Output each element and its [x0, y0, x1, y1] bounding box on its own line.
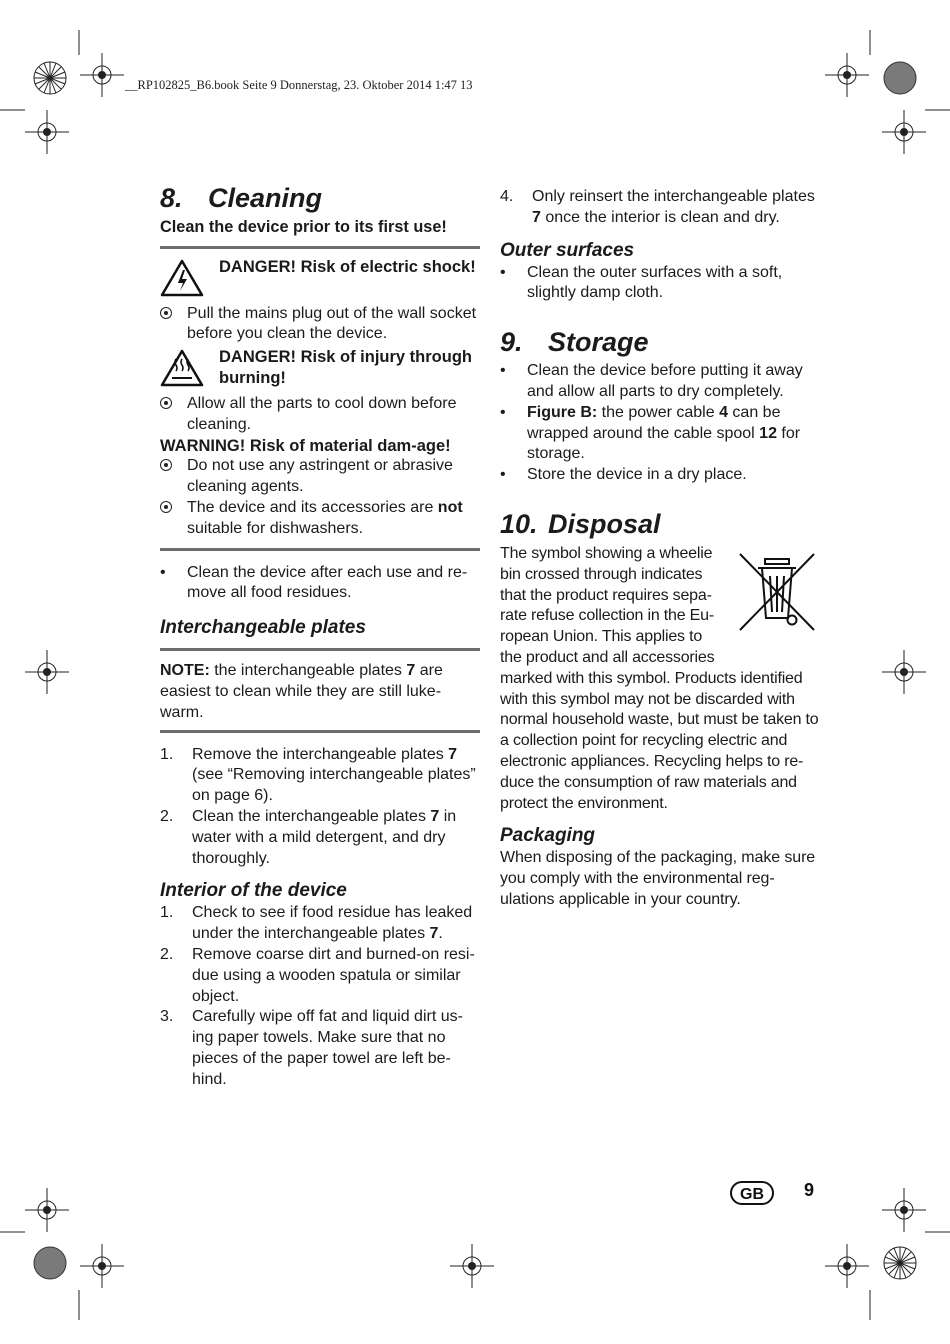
instruction-item: Allow all the parts to cool down before cleaning. — [160, 394, 480, 436]
danger-electric-title: DANGER! Risk of electric shock! — [219, 257, 476, 276]
circled-dot-icon — [160, 501, 172, 513]
disposal-paragraph: The symbol showing a wheelie bin crossed through indicates that the product requires sepa- rate refuse collection in the Eu- ropean Union. This applies to the product and all accessories marked with this symbol. Products identified with this symbol may not be discarded with normal household waste, but must be taken to a collection point for recycling electric and electronic appliances. Recycling helps to re-duce the consumption of raw materials and protect the environment. — [500, 544, 819, 812]
bullet-item: • Clean the outer surfaces with a soft, slightly damp cloth. — [500, 263, 783, 302]
section-heading-cleaning: 8. Cleaning — [160, 183, 323, 213]
subheading-outer-surfaces: Outer surfaces — [500, 239, 635, 261]
page-number: 9 — [804, 1180, 815, 1200]
star-target-icon — [32, 60, 68, 96]
section-heading-storage: 9. Storage — [500, 327, 649, 358]
list-item: 1. Check to see if food residue has leaked under the interchangeable plates 7. — [160, 904, 473, 943]
danger-burn-title: DANGER! Risk of injury through burning! — [219, 348, 472, 387]
electric-shock-warning-icon — [160, 257, 208, 304]
subheading-interior: Interior of the device — [160, 880, 347, 902]
packaging-paragraph: When disposing of the packaging, make sure you comply with the environmental reg-ulations applicable in your country. — [500, 849, 816, 908]
plates-step-4 — [500, 187, 820, 229]
list-item: 4. Only reinsert the interchangeable plates 7 once the interior is clean and dry. — [500, 188, 815, 226]
crossed-wheelie-bin-icon — [736, 550, 818, 634]
list-item: 1. Remove the interchangeable plates 7 (see “Removing interchangeable plates” on page 6). — [160, 745, 476, 805]
crosshair-target — [80, 53, 124, 97]
bullet-item: • Clean the device before putting it away and allow all parts to dry completely. — [500, 362, 803, 400]
star-target-icon — [882, 1245, 918, 1281]
left-column — [160, 182, 480, 1091]
gray-dot-target-icon — [32, 1245, 68, 1281]
plates-steps — [160, 745, 480, 870]
divider — [160, 730, 480, 733]
circled-dot-icon — [160, 397, 172, 409]
circled-dot-icon — [160, 459, 172, 471]
crosshair-target — [882, 1188, 926, 1232]
crosshair-target — [25, 650, 69, 694]
instruction-item: The device and its accessories are not suitable for dishwashers. — [160, 498, 480, 540]
subheading-packaging: Packaging — [500, 825, 596, 847]
crosshair-target — [25, 1188, 69, 1232]
divider — [160, 648, 480, 651]
instruction-item: Do not use any astringent or abrasive cleaning agents. — [160, 456, 480, 498]
right-column — [500, 187, 820, 911]
print-header: __RP102825_B6.book Seite 9 Donnerstag, 23. Oktober 2014 1:47 13 — [125, 78, 473, 92]
section-heading-disposal: 10. Disposal — [500, 508, 661, 539]
crosshair-target — [80, 1244, 124, 1288]
cleaning-subtitle: Clean the device prior to its first use! — [160, 218, 447, 236]
list-item: 2. Remove coarse dirt and burned-on resi-due using a wooden spatula or similar object. — [160, 945, 475, 1005]
country-badge: GB — [730, 1181, 774, 1205]
note-paragraph: NOTE: the interchangeable plates 7 are easiest to clean while they are still luke-warm. — [160, 662, 443, 721]
crosshair-target — [825, 1244, 869, 1288]
danger-burn-block — [160, 347, 480, 394]
divider — [160, 246, 480, 249]
hot-surface-warning-icon — [160, 347, 208, 394]
crosshair-target — [450, 1244, 494, 1288]
interior-steps — [160, 903, 480, 1090]
danger-electric-block — [160, 257, 480, 304]
warning-title: WARNING! Risk of material dam-age! — [160, 436, 451, 455]
circled-dot-icon — [160, 307, 172, 319]
bullet-item: • Store the device in a dry place. — [500, 466, 747, 484]
instruction-item: Pull the mains plug out of the wall socket before you clean the device. — [160, 304, 480, 346]
gray-dot-target-icon — [882, 60, 918, 96]
crosshair-target — [882, 110, 926, 154]
crosshair-target — [825, 53, 869, 97]
bullet-item: • Figure B: the power cable 4 can be wrapped around the cable spool 12 for storage. — [500, 403, 801, 463]
list-item: 2. Clean the interchangeable plates 7 in water with a mild detergent, and dry thoroughly. — [160, 807, 457, 867]
divider — [160, 548, 480, 551]
crosshair-target — [882, 650, 926, 694]
crosshair-target — [25, 110, 69, 154]
list-item: 3. Carefully wipe off fat and liquid dirt us-ing paper towels. Make sure that no pieces of the paper towel are left be-hind. — [160, 1008, 463, 1088]
subheading-interchangeable-plates: Interchangeable plates — [160, 617, 366, 639]
bullet-item: • Clean the device after each use and re-move all food residues. — [160, 563, 468, 602]
